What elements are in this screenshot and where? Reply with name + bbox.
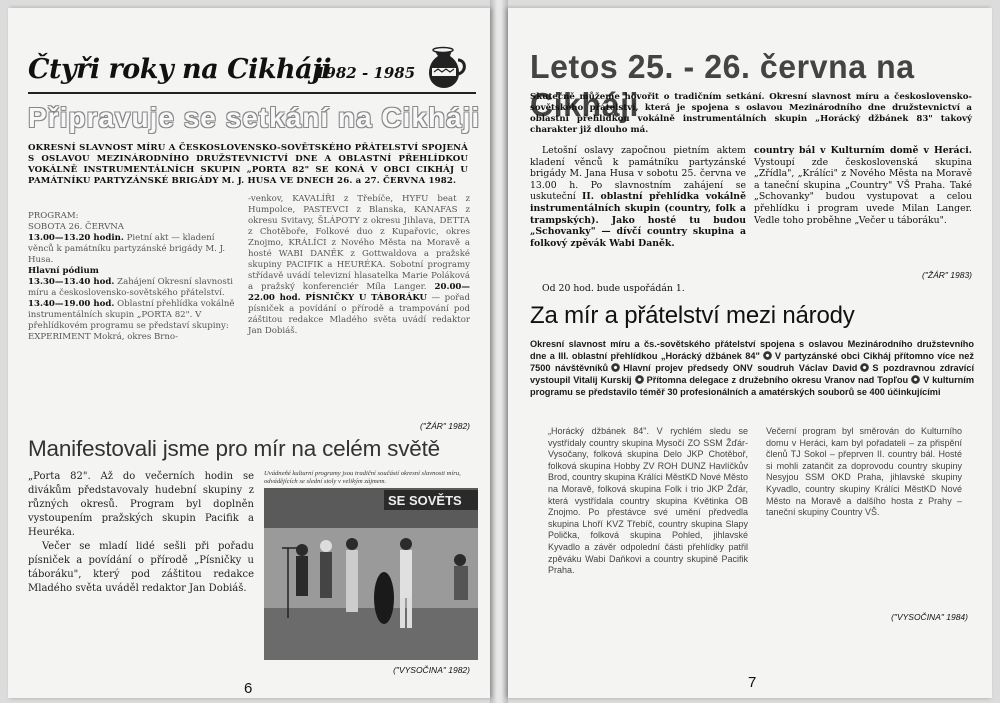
concert-photo: [264, 488, 478, 660]
photo-caption: Uvádneňé kulturní programy jsou tradiční součástí okresní slavnosti míru, odvádějících se slední stoly v velikým zájmem.: [264, 470, 461, 485]
article-body: „Porta 82". Až do večerních hodin se divákům představovaly hudební skupiny z různých okresů. Program byl doplněn vystoupením pražských skupin Pacifik a Heuréka. Večer se mladí lidé sešli při pořadu písniček a povídání o přírodě „Písničky u táboráku", který pod záštitou redakce Mladého světa uváděl redaktor Jan Dobiáš.: [28, 471, 254, 594]
article-last-line: Od 20 hod. bude uspořádán 1.: [542, 283, 685, 294]
page-title: Čtyři roky na Cikháji: [28, 54, 332, 85]
book-gutter: [490, 0, 508, 703]
source-credit: ("VYSOČINA" 1984): [891, 612, 968, 622]
flower-bullet-icon: [860, 363, 869, 372]
jug-icon: [420, 44, 468, 92]
article-column-2: country bál v Kulturním domě v Heráci. Vystoupí zde československá skupina „Zřídla", „Králíci" z Nového Města na Moravě a taneční skupina „Country" VŠ Praha. Také „Schovanky" budou vystupovat a celou přehlídku i program uvede Milan Langer. Vedle toho proběhne „Večer u táboráku".: [754, 145, 972, 226]
page-number: 6: [244, 680, 253, 697]
page-years: 1982 - 1985: [315, 64, 416, 82]
page-number: 7: [748, 674, 757, 691]
article-headline: Připravuje se setkání na Cikháji: [28, 102, 481, 133]
program-column-2: -venkov, KAVALÍŘI z Třebíče, HYFU beat z Humpolce, PASTEVCI z Blanska, KANAFAS z okresu Svitavy, ŠLÁPOTY z okresu Jihlava, DETTA z Chotěboře, Folkové duo z Kupařovic, okres Znojmo, KRÁLÍCI z Nového Města na Moravě a hosté WABI DANĚK z Gottwaldova a pražské skupiny PACIFIK a HEURÉKA. Sobotní programy střídavě uvádí televizní hlasatelka Marie Poláková a pražský konferenciér Míla Langer. 20.00—22.00 hod. PÍSNIČKY U TÁBORÁKU — pořad písniček a povídání o přírodě a trampování pod záštitou redakce Mladého světa uvádí redaktor Jan Dobiáš.: [248, 194, 471, 336]
article-column: „Horácký džbánek 84". V rychlém sledu se vystřídaly country skupina Mysočí ZO SSM Žďár-Vysočany, folková skupina Delo JKP Chotěboř, folková skupina Hobby ZV ROH DUNZ Havlíčkův Brod, country skupina Králíci MěstKD Nové Město na Moravě, folková skupina Folk i trio JKP Žďár, která vystřídala country skupina Květinka OB Znojmo. Po přestávce své umění předvedla skupina Lhoří KVZ Třebíč, country skupina Slapy Polička, folková skupina Pohled, jihlavské Kyvadlo a závěr odpolední části přehlídky patřil zpěváku Wabi Daňkovi a country skupině Pacifik Praha.: [548, 426, 748, 576]
program-item: 13.40—19.00 hod. Oblastní přehlídka vokálně instrumentálních skupin „PORTA 82". V přehlídkovém programu se představí skupiny: EXPERIMENT Mokrá, okres Brno-: [28, 299, 235, 342]
right-page: [508, 8, 992, 698]
article-lead: Skutečně můžeme hovořit o tradičním setkání. Okresní slavnost míru a československo-sovětského přátelství, která je spojena s oslavou Mezinárodního dne družstevnictví a oblastní přehlídkou vokálně instrumentálních skupin „Horácký džbánek 83" takový charakter již dlouho má.: [530, 92, 972, 135]
article-column: Letošní oslavy započnou pietním aktem kladení věnců k památníku partyzánské brigády M. Jana Husa v sobotu 25. června ve 13.00 h. Po slavnostním zahájení se uskuteční II. oblastní přehlídka vokálně instrumentálních skupin (country, folk a trampských). Jako hosté tu budou „Schovanky" — dívčí country skupina a folkový zpěvák Wabi Daněk.: [530, 145, 746, 249]
photo-banner-text: SE SOVĚTS: [388, 493, 462, 508]
flower-bullet-icon: [911, 375, 920, 384]
program-day: SOBOTA 26. ČERVNA: [28, 222, 124, 232]
source-credit: ("VYSOČINA" 1982): [393, 665, 470, 675]
program-heading: PROGRAM:: [28, 211, 79, 221]
program-time: 20.00—22.00 hod. PÍSNIČKY U TÁBORÁKU: [248, 282, 471, 303]
program-item: 13.30—13.40 hod. Zahájení Okresní slavnosti míru a československo-sovětského přátelství.: [28, 277, 233, 298]
page-header: [28, 44, 476, 100]
source-credit: ("ŽÁR" 1983): [922, 270, 972, 280]
flower-bullet-icon: [763, 351, 772, 360]
article-headline: Za mír a přátelství mezi národy: [530, 302, 855, 329]
article-lead: OKRESNÍ SLAVNOST MÍRU A ČESKOSLOVENSKO-SOVĚTSKÉHO PŘÁTELSTVÍ SPOJENÁ S OSLAVOU MEZINÁRODNÍHO DRUŽSTEVNICTVÍ DNE A OBLASTNÍ PŘEHLÍDKOU VOKÁLNĚ INSTRUMENTÁLNÍCH SKUPIN „PORTA 82" SE KONÁ V OBCI CIKHÁJ U PAMÁTNÍKU PARTYZÁNSKÉ BRIGÁDY M. J. HUSA VE DNECH 26. a 27. ČERVNA 1982.: [28, 143, 468, 186]
article-headline: Letos 25. - 26. června na Cikháji: [530, 48, 915, 123]
article-lead: Okresní slavnost míru a čs.-sovětského přátelství spojena s oslavou Mezinárodního družstevního dne a III. oblastní přehlídkou „Horácký džbánek 84" V partyzánské obci Cikháj přítomno více než 7500 návštěvníků Hlavní projev předsedy ONV soudruh Václav David S pozdravnou zdravící vystoupil Vitalij Kurskij Přítomna delegace z družebního okresu Vranov nad Topľou V kulturním programu se představilo téměř 30 profesionálních a amatérských souborů se 400 účinkujícími: [530, 339, 974, 397]
article-headline: Manifestovali jsme pro mír na celém světě: [28, 436, 440, 461]
flower-bullet-icon: [611, 363, 620, 372]
flower-bullet-icon: [635, 375, 644, 384]
program-column: [28, 211, 242, 343]
source-credit: ("ŽÁR" 1982): [420, 421, 470, 431]
program-stage: Hlavní pódium: [28, 266, 99, 276]
article-column-2: Večerní program byl směrován do Kulturního domu v Heráci, kam byl pořadateli – za přispění členů TJ Sokol – přeprven II. country bál. Hosté si mohli zatančit za doprovodu country skupiny Nesyjou SSM OKD Praha, jihlavské skupiny Kyvadlo, country skupiny Králíci MěstKD Nové Město na Moravě a dalšího hosta z Prahy – taneční skupiny Country VŠ.: [766, 426, 962, 518]
program-item: 13.00—13.20 hodin. Pietní akt — kladení věnců k památníku partyzánské brigády M. J. Husa.: [28, 233, 226, 265]
left-page: [8, 8, 490, 698]
header-rule: [28, 92, 476, 94]
